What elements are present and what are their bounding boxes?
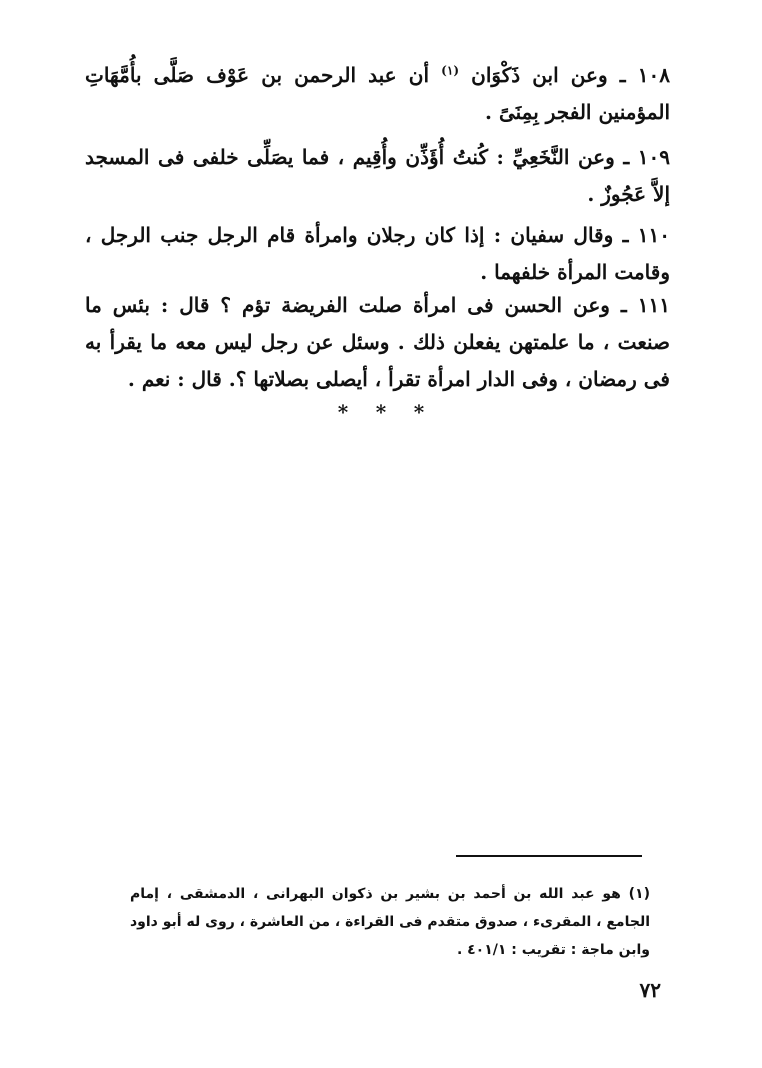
paragraph-text: ـ وعن النَّخَعِيِّ : كُنتُ أُؤَذِّن وأُقِيم ، فما يصَلِّى خلفى فى المسجد إلاَّ عَجُوزٌ . (85, 145, 670, 206)
separator-star: * (337, 400, 349, 424)
paragraph-108 (85, 57, 670, 131)
separator-star: * (375, 400, 387, 424)
paragraph-110 (85, 217, 670, 291)
paragraph-111 (85, 287, 670, 398)
separator-star: * (413, 400, 425, 424)
paragraph-text: ـ وقال سفيان : إذا كان رجلان وامرأة قام الرجل جنب الرجل ، وقامت المرأة خلفهما . (85, 223, 670, 284)
footnote-reference: (١) (441, 63, 459, 78)
section-separator (0, 400, 762, 424)
paragraph-number: ١٠٩ (637, 145, 670, 169)
paragraph-text: ـ وعن ابن ذَكْوَان (471, 63, 626, 87)
footnote-divider (456, 855, 642, 857)
paragraph-text: ـ وعن الحسن فى امرأة صلت الفريضة تؤم ؟ قال : بئس ما صنعت ، ما علمتهن يفعلن ذلك . وسئل عن رجل ليس معه ما يقرأ به فى رمضان ، وفى الدار امرأة تقرأ ، أيصلى بصلاتها ؟. قال : نعم . (85, 293, 670, 391)
paragraph-number: ١١١ (637, 293, 670, 317)
paragraph-number: ١١٠ (637, 223, 671, 247)
paragraph-number: ١٠٨ (637, 63, 671, 87)
paragraph-109 (85, 139, 670, 213)
paragraph-text-continued: أن عبد الرحمن بن عَوْف صَلَّى بأُمَّهَاتِ المؤمنين الفجر بِمِنَىً . (85, 63, 670, 124)
page-number: ٧٢ (639, 978, 661, 1002)
footnote: (١) هو عبد الله بن أحمد بن بشير بن ذكوان البهرانى ، الدمشقى ، إمام الجامع ، المقرىء ، صدوق متقدم فى القراءة ، من العاشرة ، روى له أبو داود وابن ماجة : تقريب : ٤٠١/١ . (130, 886, 650, 958)
